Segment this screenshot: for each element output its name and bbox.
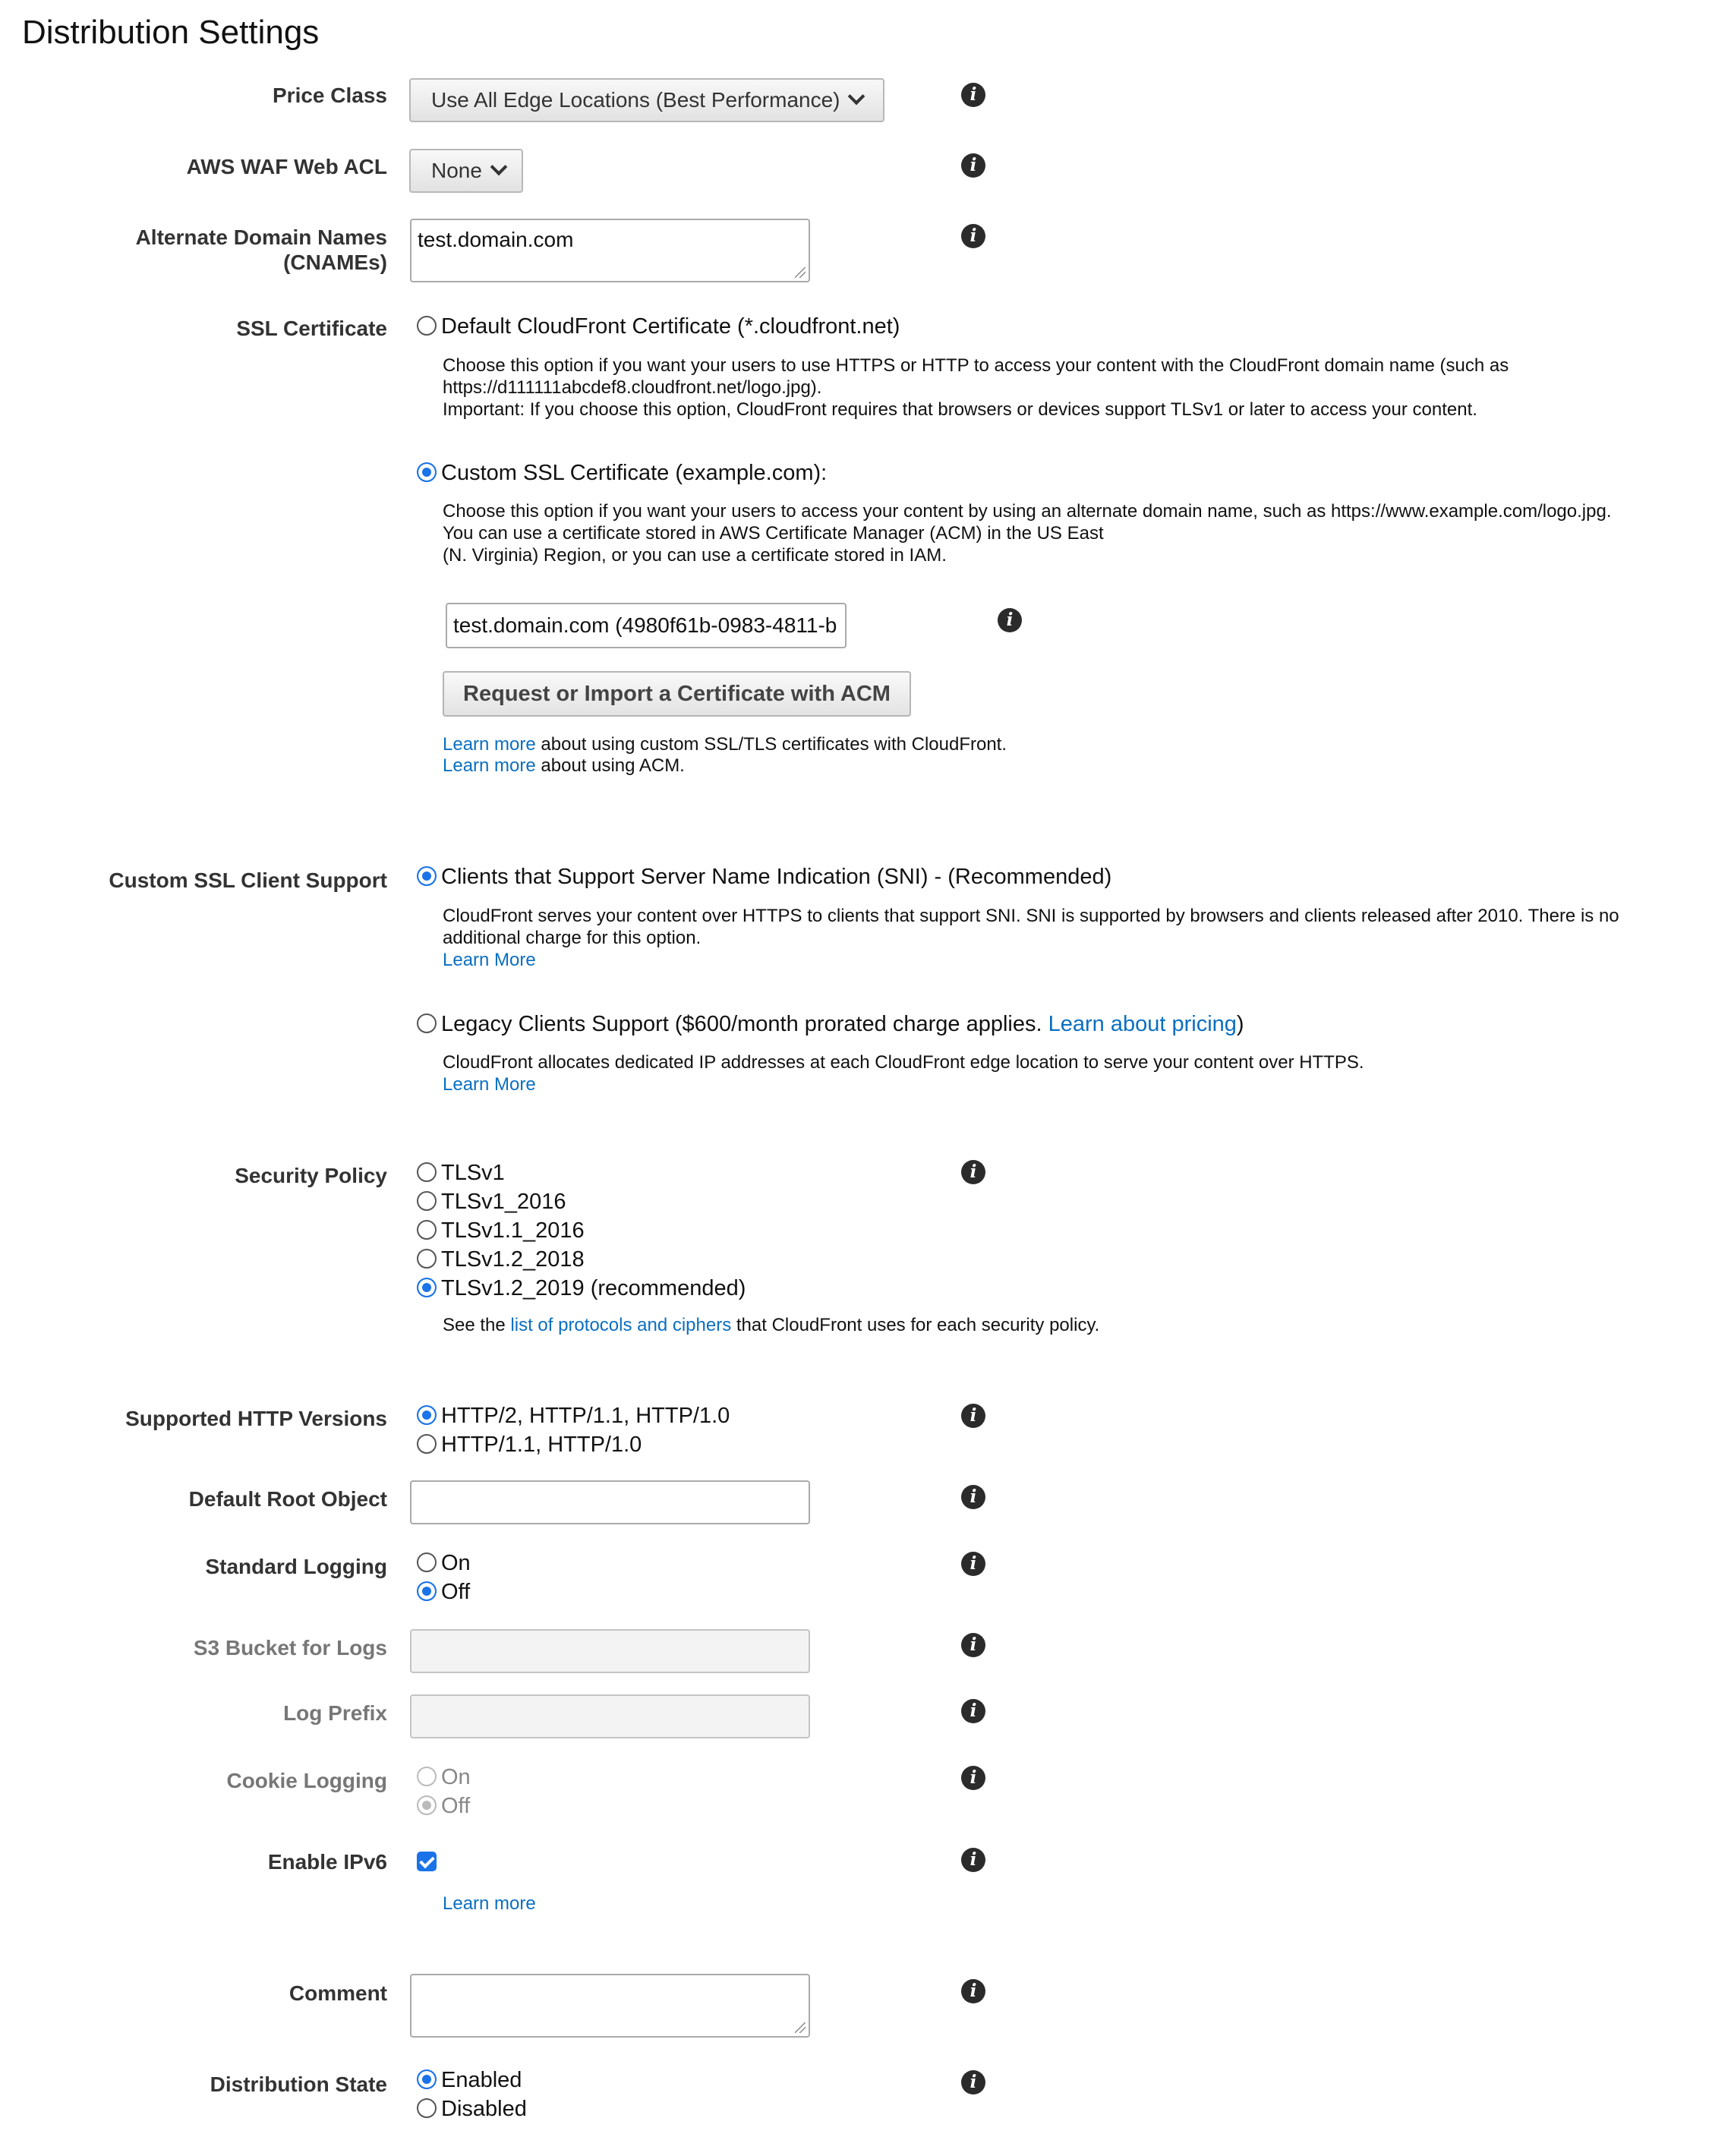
legacy-learn-more-link[interactable]: Learn More xyxy=(443,1074,536,1095)
learn-more-ssl-link[interactable]: Learn more xyxy=(443,734,536,755)
enabled-radio[interactable] xyxy=(417,2069,437,2089)
cookie-logging-off-option: Off xyxy=(441,1794,471,1818)
price-class-select[interactable] xyxy=(409,78,884,122)
ssl-certificate-label: SSL Certificate xyxy=(236,317,387,340)
page-title: Distribution Settings xyxy=(22,14,320,51)
protocols-ciphers-link[interactable]: list of protocols and ciphers xyxy=(510,1315,732,1335)
http2-option[interactable]: HTTP/2, HTTP/1.1, HTTP/1.0 xyxy=(441,1404,730,1428)
cnames-textarea[interactable] xyxy=(410,219,810,282)
s3-bucket-input xyxy=(410,1629,810,1673)
enabled-option[interactable]: Enabled xyxy=(441,2068,522,2092)
client-support-label: Custom SSL Client Support xyxy=(109,868,387,892)
sni-option[interactable]: Clients that Support Server Name Indication (SNI) - (Recommended) xyxy=(441,865,1112,889)
sni-radio[interactable] xyxy=(417,866,437,886)
certificate-input[interactable] xyxy=(446,603,847,648)
standard-logging-off-option[interactable]: Off xyxy=(441,1580,471,1604)
ipv6-label: Enable IPv6 xyxy=(267,1850,387,1874)
tlsv1-2-2019-option[interactable]: TLSv1.2_2019 (recommended) xyxy=(441,1276,746,1300)
standard-logging-on-option[interactable]: On xyxy=(441,1551,471,1575)
tlsv1-radio[interactable] xyxy=(417,1162,437,1182)
cookie-logging-on-option: On xyxy=(441,1765,471,1789)
waf-label: AWS WAF Web ACL xyxy=(186,155,387,178)
waf-select[interactable] xyxy=(409,149,523,193)
ssl-custom-description: Choose this option if you want your users to access your content by using an alternate domain name, such as https://www.example.com/logo.jpg. You can use a certificate stored in AWS Certificate Manager (ACM) in the US East (N. Virginia) Region, or you can use a certificate stored in IAM. xyxy=(443,501,1612,566)
info-icon[interactable]: i xyxy=(961,1979,985,2003)
legacy-description: CloudFront allocates dedicated IP addresses at each CloudFront edge location to serve your content over HTTPS. Learn More xyxy=(443,1052,1364,1095)
tlsv1-2016-radio[interactable] xyxy=(417,1191,437,1211)
resize-grip-icon[interactable] xyxy=(795,2022,806,2033)
legacy-option[interactable]: Legacy Clients Support ($600/month prorated charge applies. Learn about pricing) xyxy=(441,1012,1244,1036)
cnames-label-line2: (CNAMEs) xyxy=(283,251,387,274)
http2-radio[interactable] xyxy=(417,1405,437,1425)
log-prefix-input xyxy=(410,1694,810,1738)
info-icon[interactable]: i xyxy=(961,1848,985,1872)
info-icon[interactable]: i xyxy=(961,1633,985,1657)
info-icon[interactable]: i xyxy=(961,2070,985,2095)
cookie-logging-on-radio xyxy=(417,1767,437,1786)
info-icon[interactable]: i xyxy=(961,1404,985,1428)
tlsv1-2-2019-radio[interactable] xyxy=(417,1278,437,1297)
standard-logging-off-radio[interactable] xyxy=(417,1581,437,1601)
info-icon[interactable]: i xyxy=(961,224,985,248)
disabled-radio[interactable] xyxy=(417,2098,437,2118)
cookie-logging-label: Cookie Logging xyxy=(226,1769,387,1792)
chevron-down-icon xyxy=(848,88,865,106)
cnames-label-line1: Alternate Domain Names xyxy=(135,225,387,249)
http11-option[interactable]: HTTP/1.1, HTTP/1.0 xyxy=(441,1433,642,1457)
security-policy-label: Security Policy xyxy=(235,1164,387,1187)
log-prefix-label: Log Prefix xyxy=(283,1701,387,1725)
ssl-custom-option[interactable]: Custom SSL Certificate (example.com): xyxy=(441,461,828,485)
learn-more-ssl-line: Learn more about using custom SSL/TLS certificates with CloudFront. xyxy=(443,734,1007,755)
info-icon[interactable]: i xyxy=(961,1485,985,1509)
info-icon[interactable]: i xyxy=(998,608,1022,632)
sni-description: CloudFront serves your content over HTTPS to clients that support SNI. SNI is supported by browsers and clients released after 2010. There is no additional charge for this option. Learn More xyxy=(443,906,1619,970)
tlsv1-1-2016-radio[interactable] xyxy=(417,1220,437,1240)
root-object-input[interactable] xyxy=(410,1480,810,1524)
comment-label: Comment xyxy=(288,1981,387,2005)
chevron-down-icon xyxy=(490,159,508,176)
ssl-default-description: Choose this option if you want your users to use HTTPS or HTTP to access your content with the CloudFront domain name (such as https://d111111abcdef8.cloudfront.net/logo.jpg). Important: If you choose this option, CloudFront requires that browsers or devices support TLSv1 or later to access your content. xyxy=(443,355,1509,420)
pricing-link[interactable]: Learn about pricing xyxy=(1048,1012,1237,1036)
tlsv1-1-2016-option[interactable]: TLSv1.1_2016 xyxy=(441,1218,585,1243)
info-icon[interactable]: i xyxy=(961,1699,985,1723)
http11-radio[interactable] xyxy=(417,1434,437,1454)
legacy-radio[interactable] xyxy=(417,1013,437,1033)
ipv6-checkbox[interactable] xyxy=(417,1852,437,1871)
root-object-label: Default Root Object xyxy=(188,1487,387,1511)
certificate-value: test.domain.com (4980f61b-0983-4811-b xyxy=(453,613,837,637)
learn-more-acm-line: Learn more about using ACM. xyxy=(443,755,685,776)
waf-value: None xyxy=(431,159,482,182)
standard-logging-on-radio[interactable] xyxy=(417,1552,437,1572)
price-class-label: Price Class xyxy=(273,84,387,107)
cnames-label xyxy=(136,225,387,275)
info-icon[interactable]: i xyxy=(961,1552,985,1576)
http-versions-label: Supported HTTP Versions xyxy=(125,1407,387,1430)
comment-textarea[interactable] xyxy=(410,1974,810,2038)
cookie-logging-off-radio xyxy=(417,1795,437,1815)
tlsv1-2016-option[interactable]: TLSv1_2016 xyxy=(441,1190,566,1214)
disabled-option[interactable]: Disabled xyxy=(441,2097,527,2121)
resize-grip-icon[interactable] xyxy=(795,267,806,278)
info-icon[interactable]: i xyxy=(961,153,985,178)
tlsv1-2-2018-radio[interactable] xyxy=(417,1249,437,1269)
ssl-custom-radio[interactable] xyxy=(417,462,437,482)
s3-bucket-label: S3 Bucket for Logs xyxy=(193,1636,387,1660)
distribution-state-label: Distribution State xyxy=(210,2072,387,2096)
ipv6-learn-more-link[interactable]: Learn more xyxy=(443,1893,536,1914)
ssl-default-radio[interactable] xyxy=(417,316,437,336)
tlsv1-2-2018-option[interactable]: TLSv1.2_2018 xyxy=(441,1247,585,1272)
tlsv1-option[interactable]: TLSv1 xyxy=(441,1161,505,1185)
request-certificate-button[interactable]: Request or Import a Certificate with ACM xyxy=(443,671,911,717)
cnames-value: test.domain.com xyxy=(418,228,574,251)
standard-logging-label: Standard Logging xyxy=(205,1555,387,1578)
ssl-default-option[interactable]: Default CloudFront Certificate (*.cloudfront.net) xyxy=(441,314,900,339)
sni-learn-more-link[interactable]: Learn More xyxy=(443,950,536,970)
info-icon[interactable]: i xyxy=(961,1160,985,1184)
info-icon[interactable]: i xyxy=(961,83,985,107)
price-class-value: Use All Edge Locations (Best Performance) xyxy=(431,88,840,112)
info-icon[interactable]: i xyxy=(961,1766,985,1790)
learn-more-acm-link[interactable]: Learn more xyxy=(443,755,536,776)
security-policy-note: See the list of protocols and ciphers that CloudFront uses for each security policy. xyxy=(443,1315,1100,1335)
